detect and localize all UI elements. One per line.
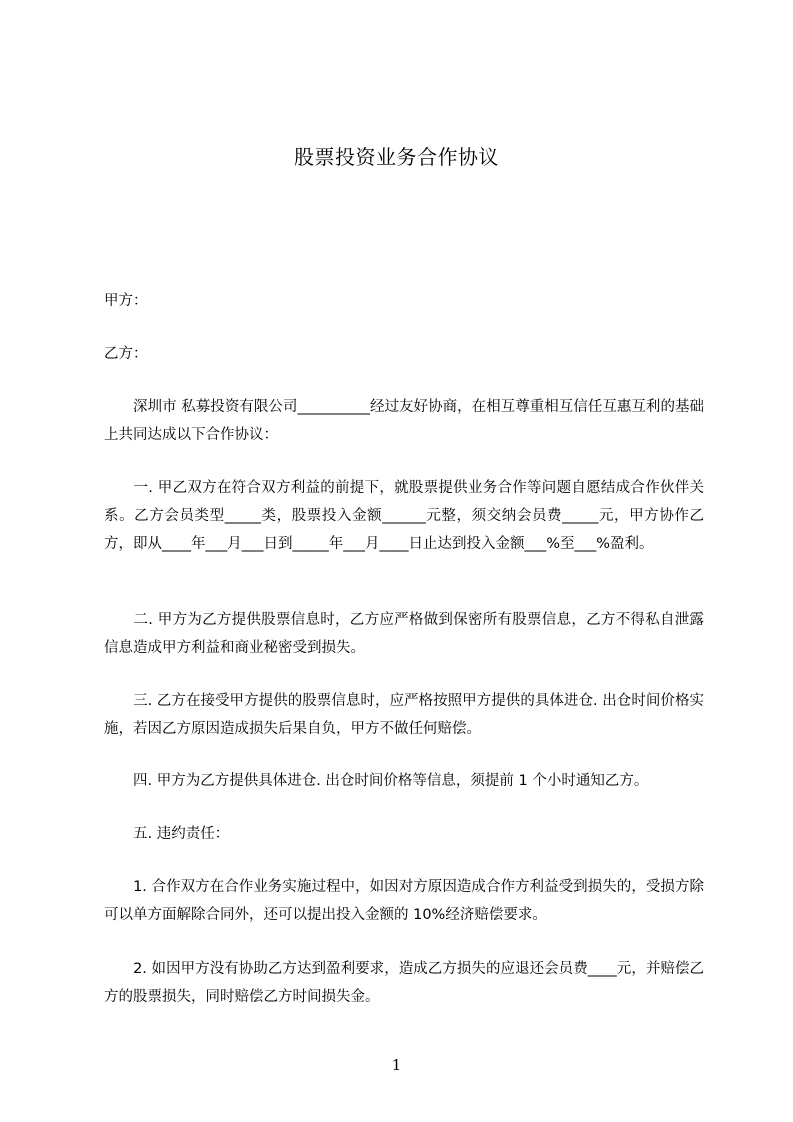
document-title: 股票投资业务合作协议 xyxy=(294,145,499,169)
clause-4-paragraph: 四. 甲方为乙方提供具体进仓. 出仓时间价格等信息，须提前 1 个小时通知乙方。 xyxy=(104,773,649,789)
party-b-label: 乙方： xyxy=(104,346,148,362)
party-a-label: 甲方： xyxy=(104,293,148,309)
intro-paragraph: 深圳市 私募投资有限公司__________经过友好协商，在相互尊重相互信任互惠互利的基础上共同达成以下合作协议： xyxy=(104,399,704,443)
page-number: 1 xyxy=(391,1056,402,1074)
clause-3-paragraph: 三. 乙方在接受甲方提供的股票信息时，应严格按照甲方提供的具体进仓. 出仓时间价格实施，若因乙方原因造成损失后果自负，甲方不做任何赔偿。 xyxy=(104,693,704,737)
clause-1-paragraph: 一. 甲乙双方在符合双方利益的前提下，就股票提供业务合作等问题自愿结成合作伙伴关系。乙方会员类型_____类，股票投入金额______元整，须交纳会员费_____元，甲方协作乙方，即从____年___月___日到_____年___月____日止达到投入金额___%至___%盈利。 xyxy=(104,480,704,552)
clause-5-2-paragraph: 2. 如因甲方没有协助乙方达到盈利要求，造成乙方损失的应退还会员费____元，并赔偿乙方的股票损失，同时赔偿乙方时间损失金。 xyxy=(104,961,704,1005)
clause-2-paragraph: 二. 甲方为乙方提供股票信息时，乙方应严格做到保密所有股票信息，乙方不得私自泄露信息造成甲方利益和商业秘密受到损失。 xyxy=(104,612,704,656)
clause-5-heading: 五. 违约责任： xyxy=(104,826,230,842)
clause-5-1-paragraph: 1. 合作双方在合作业务实施过程中，如因对方原因造成合作方利益受到损失的，受损方除可以单方面解除合同外，还可以提出投入金额的 10%经济赔偿要求。 xyxy=(104,879,704,923)
